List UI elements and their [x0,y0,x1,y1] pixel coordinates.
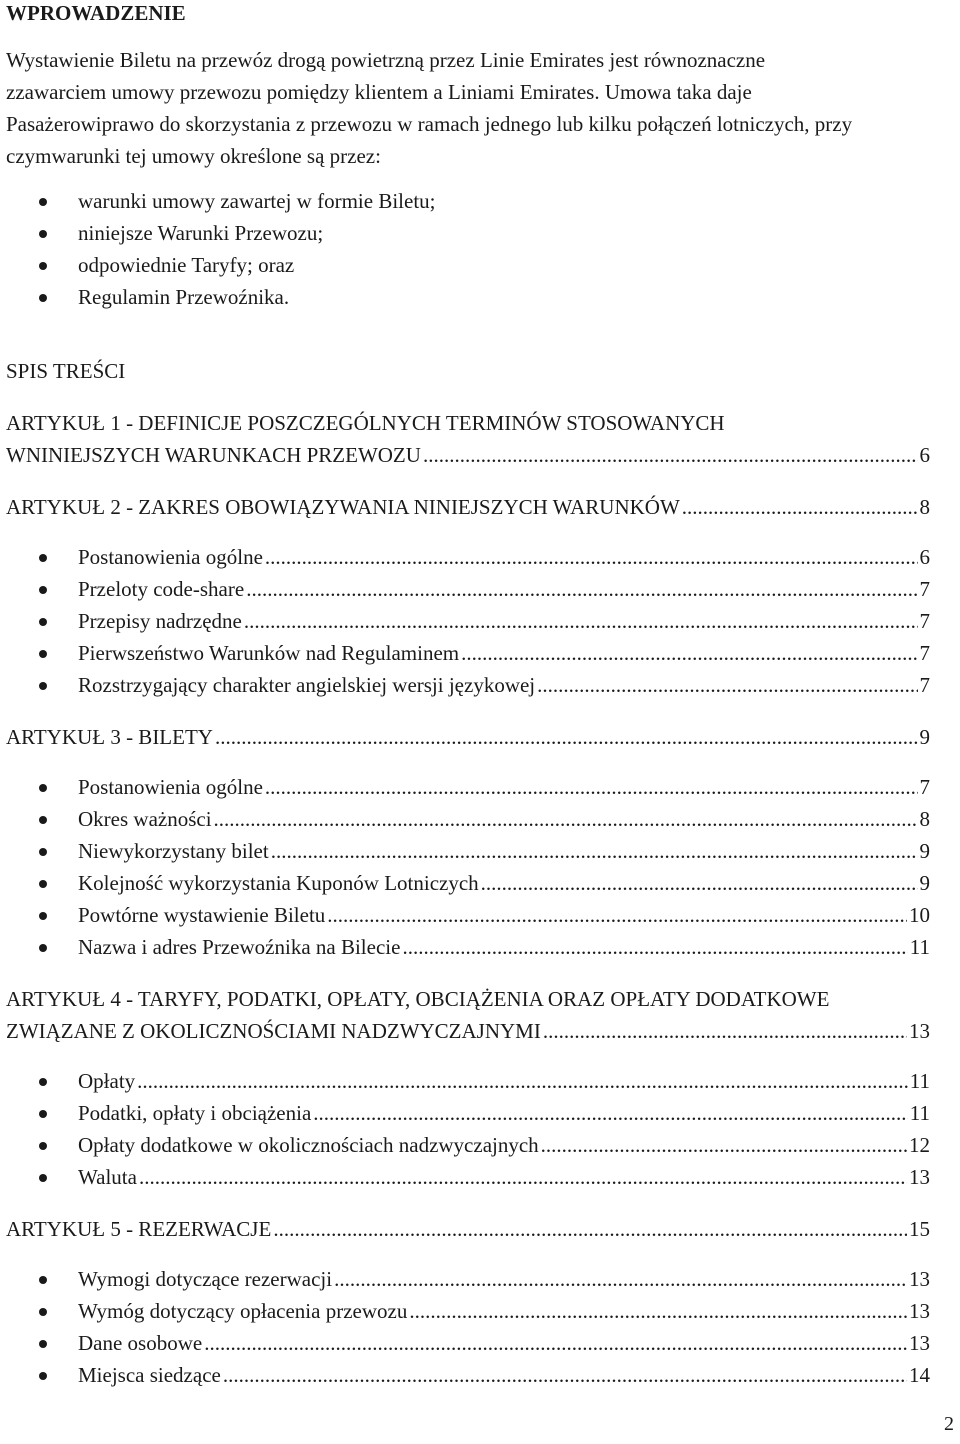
bullet-icon [39,262,47,270]
toc-subsection-item [6,1161,930,1193]
toc-entry-label: Nazwa i adres Przewoźnika na Bilecie [78,935,401,959]
toc-entry-line[interactable] [6,491,930,523]
toc-article [6,491,930,701]
toc-article-title-line: ARTYKUŁ 4 - TARYFY, PODATKI, OPŁATY, OBCIĄŻENIA ORAZ OPŁATY DODATKOWE [6,987,830,1011]
intro-line: Pasażerowiprawo do skorzystania z przewozu w ramach jednego lub kilku połączeń lotniczych, przy [6,112,853,136]
toc-entry-label: Postanowienia ogólne [78,545,263,569]
bullet-icon [39,1174,47,1182]
toc-entry-label: Dane osobowe [78,1331,203,1355]
intro-line: Wystawienie Biletu na przewóz drogą powietrzną przez Linie Emirates jest równoznaczne [6,48,766,72]
toc-entry-label: WNINIEJSZYCH WARUNKACH PRZEWOZU [6,443,421,467]
bullet-icon [39,230,47,238]
toc-article [6,721,930,963]
bullet-icon [39,586,47,594]
toc-article [6,1213,930,1391]
toc-subsection-item [6,541,930,573]
toc-title: SPIS TREŚCI [6,359,126,383]
toc-page-number: 7 [919,609,930,633]
toc-entry-line[interactable] [78,899,930,931]
toc-entry-label: Podatki, opłaty i obciążenia [78,1101,312,1125]
toc-subsection-item [6,1065,930,1097]
toc-subsection-item [6,1097,930,1129]
toc-dot-leader [271,835,918,867]
toc-entry-label: Kolejność wykorzystania Kuponów Lotniczych [78,871,479,895]
toc-entry-label: Przeloty code-share [78,577,245,601]
toc-entry-label: Przepisy nadrzędne [78,609,242,633]
toc-dot-leader [313,1097,907,1129]
toc-entry-line[interactable] [78,1065,930,1097]
intro-bullet-text: odpowiednie Taryfy; oraz [78,253,295,277]
toc-page-number: 13 [909,1019,930,1043]
toc-entry-line[interactable] [78,541,930,573]
toc-entry-label: ZWIĄZANE Z OKOLICZNOŚCIAMI NADZWYCZAJNYMI [6,1019,541,1043]
bullet-icon [39,198,47,206]
intro-bullet-item [6,249,930,281]
section-heading: WPROWADZENIE [6,1,186,25]
toc-entry-line[interactable] [78,1097,930,1129]
toc-page-number: 9 [919,725,930,749]
intro-bullet-item [6,185,930,217]
toc-dot-leader [204,1327,907,1359]
toc-page-number: 14 [909,1363,930,1387]
toc-dot-leader [265,771,918,803]
bullet-icon [39,1340,47,1348]
toc-dot-leader [537,669,917,701]
toc-entry-line[interactable] [78,1129,930,1161]
toc-subsection-item [6,1359,930,1391]
intro-bullet-list [6,185,930,313]
toc-article-title-line: ARTYKUŁ 1 - DEFINICJE POSZCZEGÓLNYCH TERMINÓW STOSOWANYCH [6,411,725,435]
toc-entry-line[interactable] [6,1015,930,1047]
toc-page-number: 9 [919,839,930,863]
toc-dot-leader [541,1129,907,1161]
toc-subsection-list [6,1263,930,1391]
toc-entry-label: Pierwszeństwo Warunków nad Regulaminem [78,641,460,665]
bullet-icon [39,912,47,920]
toc-entry-line[interactable] [78,605,930,637]
toc-entry-label: Niewykorzystany bilet [78,839,269,863]
toc-entry-line[interactable] [78,771,930,803]
toc-dot-leader [137,1065,908,1097]
intro-bullet-text: warunki umowy zawartej w formie Biletu; [78,189,436,213]
toc-page-number: 7 [919,775,930,799]
bullet-icon [39,618,47,626]
toc-subsection-item [6,803,930,835]
toc-subsection-list [6,771,930,963]
toc-entry-line[interactable] [6,721,930,753]
toc-entry-line[interactable] [78,1161,930,1193]
toc-subsection-item [6,1327,930,1359]
toc-subsection-item [6,1263,930,1295]
toc-entry-label: Rozstrzygający charakter angielskiej wersji językowej [78,673,536,697]
toc-subsection-item [6,1129,930,1161]
document-page [6,0,930,1391]
toc-entry-line[interactable] [6,1213,930,1245]
toc-page-number: 9 [919,871,930,895]
bullet-icon [39,554,47,562]
intro-line: zzawarciem umowy przewozu pomiędzy klientem a Liniami Emirates. Umowa taka daje [6,80,752,104]
toc-page-number: 11 [909,1069,930,1093]
toc-subsection-item [6,573,930,605]
toc-page-number: 7 [919,577,930,601]
toc-subsection-item [6,669,930,701]
toc-page-number: 13 [909,1165,930,1189]
toc-dot-leader [327,899,907,931]
toc-entry-line[interactable] [78,573,930,605]
toc-page-number: 13 [909,1267,930,1291]
bullet-icon [39,944,47,952]
intro-bullet-item [6,217,930,249]
bullet-icon [39,1142,47,1150]
bullet-icon [39,294,47,302]
toc-entry-label: Opłaty dodatkowe w okolicznościach nadzwyczajnych [78,1133,539,1157]
toc-page-number: 13 [909,1299,930,1323]
bullet-icon [39,816,47,824]
toc-subsection-item [6,605,930,637]
bullet-icon [39,1078,47,1086]
bullet-icon [39,650,47,658]
toc-page-number: 8 [919,807,930,831]
toc-dot-leader [215,721,918,753]
toc-subsection-item [6,867,930,899]
toc-entry-label: ARTYKUŁ 2 - ZAKRES OBOWIĄZYWANIA NINIEJSZYCH WARUNKÓW [6,495,680,519]
intro-bullet-text: Regulamin Przewoźnika. [78,285,290,309]
bullet-icon [39,682,47,690]
toc-entry-label: Miejsca siedzące [78,1363,221,1387]
toc-page-number: 8 [919,495,930,519]
toc-page-number: 13 [909,1331,930,1355]
toc-dot-leader [273,1213,907,1245]
toc-entry-line[interactable] [78,931,930,963]
toc-subsection-item [6,771,930,803]
toc-entry-line[interactable] [78,867,930,899]
toc-entry-label: Okres ważności [78,807,212,831]
toc-dot-leader [481,867,918,899]
toc-page-number: 7 [919,673,930,697]
toc-entry-line[interactable] [78,1263,930,1295]
page-number: 2 [944,1413,954,1435]
toc-page-number: 15 [909,1217,930,1241]
toc-page-number: 10 [909,903,930,927]
toc-entry-line[interactable] [78,1359,930,1391]
toc-subsection-item [6,931,930,963]
toc-entry-label: Waluta [78,1165,137,1189]
toc-dot-leader [409,1295,907,1327]
toc-article [6,407,930,471]
toc-entry-label: Opłaty [78,1069,136,1093]
toc-page-number: 6 [919,545,930,569]
toc-entry-line[interactable] [78,1295,930,1327]
toc-subsection-item [6,1295,930,1327]
toc-article [6,983,930,1193]
toc-dot-leader [543,1015,907,1047]
bullet-icon [39,1372,47,1380]
toc-dot-leader [139,1161,907,1193]
intro-bullet-item [6,281,930,313]
table-of-contents [6,407,930,1391]
bullet-icon [39,784,47,792]
toc-subsection-list [6,541,930,701]
toc-entry-label: Postanowienia ogólne [78,775,263,799]
toc-page-number: 11 [909,1101,930,1125]
toc-dot-leader [246,573,917,605]
toc-dot-leader [223,1359,907,1391]
toc-subsection-item [6,637,930,669]
toc-subsection-item [6,835,930,867]
toc-entry-line[interactable] [78,1327,930,1359]
toc-entry-label: Wymogi dotyczące rezerwacji [78,1267,333,1291]
toc-dot-leader [214,803,918,835]
bullet-icon [39,848,47,856]
toc-dot-leader [461,637,917,669]
toc-entry-label: ARTYKUŁ 5 - REZERWACJE [6,1217,272,1241]
toc-entry-label: Wymóg dotyczący opłacenia przewozu [78,1299,408,1323]
toc-page-number: 6 [919,443,930,467]
toc-dot-leader [265,541,918,573]
toc-dot-leader [423,439,918,471]
toc-entry-line[interactable] [78,637,930,669]
toc-subsection-list [6,1065,930,1193]
toc-entry-line[interactable] [78,803,930,835]
toc-dot-leader [244,605,918,637]
intro-bullet-text: niniejsze Warunki Przewozu; [78,221,324,245]
intro-paragraph [6,44,930,172]
toc-entry-line[interactable] [78,835,930,867]
toc-page-number: 12 [909,1133,930,1157]
bullet-icon [39,1276,47,1284]
toc-entry-line[interactable] [6,439,930,471]
toc-page-number: 7 [919,641,930,665]
toc-page-number: 11 [909,935,930,959]
intro-line: czymwarunki tej umowy określone są przez: [6,144,381,168]
toc-dot-leader [402,931,907,963]
bullet-icon [39,1308,47,1316]
toc-entry-label: ARTYKUŁ 3 - BILETY [6,725,213,749]
toc-dot-leader [334,1263,907,1295]
toc-subsection-item [6,899,930,931]
bullet-icon [39,880,47,888]
toc-dot-leader [682,491,918,523]
toc-entry-label: Powtórne wystawienie Biletu [78,903,326,927]
toc-entry-line[interactable] [78,669,930,701]
bullet-icon [39,1110,47,1118]
